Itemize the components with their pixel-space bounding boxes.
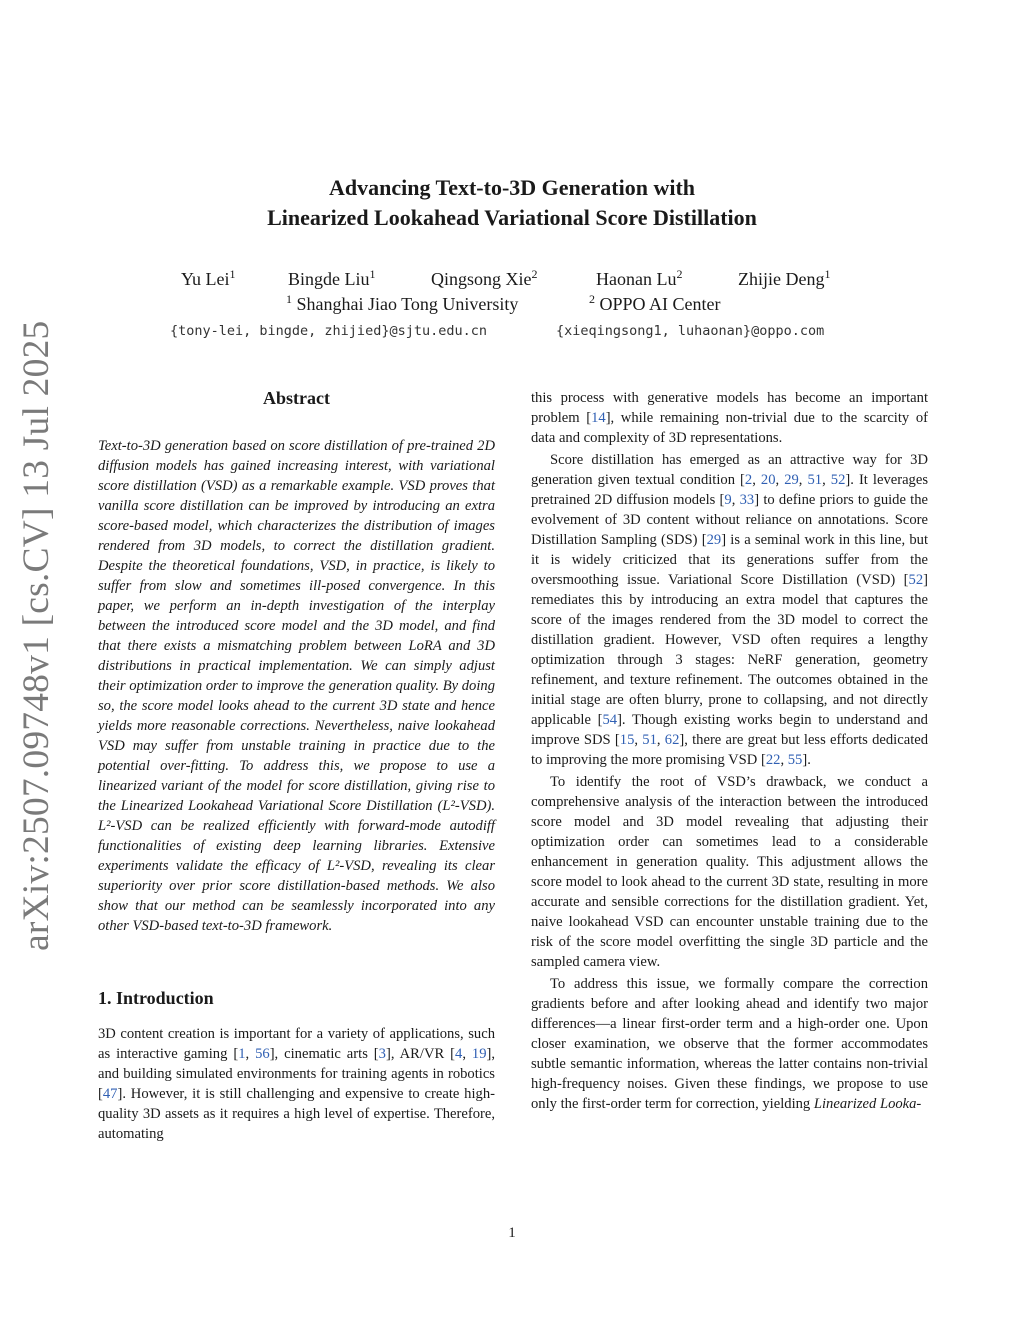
citation-link[interactable]: 1 [238, 1046, 246, 1062]
abstract-heading: Abstract [263, 388, 330, 408]
citation-link[interactable]: 29 [706, 532, 722, 548]
title-line-2: Linearized Lookahead Variational Score Distillation [267, 205, 757, 230]
paper-title [0, 173, 1024, 233]
intro-paragraph: To identify the root of VSD’s drawback, we conduct a comprehensive analysis of the interaction between the introduced score model and 3D model revealing that adjusting their optimization order can sometimes lead to a considerable enhancement in generation quality. This adjustment allows the score model to look ahead to the current 3D state, resulting in more accurate and sensible corrections for the distillation gradient. Yet, naive lookahead VSD can encounter unstable training due to the risk of the score model overfitting the single 3D particle and the sampled camera view. [531, 774, 928, 970]
page-number: 1 [508, 1225, 516, 1241]
author-name: Yu Lei$^1$ [181, 267, 236, 289]
citation-link[interactable]: 52 [908, 572, 924, 588]
citation-link[interactable]: 51 [642, 732, 657, 748]
title-line-1: Advancing Text-to-3D Generation with [328, 175, 696, 200]
citation-link[interactable]: 15 [619, 732, 635, 748]
citation-link[interactable]: 14 [591, 410, 606, 426]
citation-link[interactable]: 9 [724, 492, 732, 508]
citation-link[interactable]: 4 [455, 1046, 463, 1062]
citation-link[interactable]: 47 [102, 1086, 118, 1102]
citation-link[interactable]: 20 [760, 472, 776, 488]
citation-link[interactable]: 33 [739, 492, 755, 508]
citation-link[interactable]: 62 [664, 732, 680, 748]
citation-link[interactable]: 22 [765, 752, 781, 768]
author-name: Qingsong Xie$^2$ [431, 267, 538, 289]
citation-link[interactable]: 19 [471, 1046, 487, 1062]
citation-link[interactable]: 3 [378, 1046, 386, 1062]
citation-link[interactable]: 54 [602, 712, 618, 728]
affiliation: $^2$ OPPO AI Center [589, 292, 721, 314]
affiliation: $^1$ Shanghai Jiao Tong University [286, 292, 519, 314]
affiliation-list [0, 294, 1024, 320]
right-column [531, 388, 928, 1116]
left-column [98, 386, 495, 1146]
section-heading-introduction: 1. Introduction [98, 988, 214, 1008]
citation-link[interactable]: 55 [787, 752, 803, 768]
author-list [0, 269, 1024, 295]
citation-link[interactable]: 2 [744, 472, 753, 488]
author-name: Haonan Lu$^2$ [596, 267, 683, 289]
email-address[interactable]: {xieqingsong1, luhaonan}@oppo.com [556, 323, 825, 339]
citation-link[interactable]: 29 [784, 472, 799, 488]
citation-link[interactable]: 51 [807, 472, 823, 488]
abstract-text: Text-to-3D generation based on score distillation of pre-trained 2D diffusion models has gained increasing interest, with variational score distillation (VSD) as a remarkable example. VSD proves that vanilla score distillation can be improved by introducing an extra score-based model, which characterizes the distribution of images rendered from 3D models, to correct the distillation gradient. Despite the theoretical foundations, VSD, in practice, is likely to suffer from slow and sometimes ill-posed convergence. In this paper, we perform an in-depth investigation of the interplay between the introduced score model and the 3D model, and find that there exists a mismatching problem between LoRA and 3D distributions in practical implementation. We can simply adjust their optimization order to improve the generation quality. By doing so, the score model looks ahead to the current 3D state and hence yields more reasonable corrections. Nevertheless, naive lookahead VSD may suffer from unstable training in practice due to the potential over-fitting. To address this, we propose to use a linearized variant of the model for score distillation, giving rise to the Linearized Lookahead Variational Score Distillation (L²-VSD). L²-VSD can be realized efficiently with forward-mode autodiff functionalities of existing deep learning libraries. Extensive experiments validate the efficacy of L²-VSD, revealing its clear superiority over prior score distillation-based methods. We also show that our method can be seamlessly incorporated into any other VSD-based text-to-3D framework. [98, 438, 495, 934]
author-name: Bingde Liu$^1$ [288, 267, 376, 289]
arxiv-identifier-stamp: arXiv:2507.09748v1 [cs.CV] 13 Jul 2025 [16, 320, 57, 951]
author-name: Zhijie Deng$^1$ [738, 267, 831, 289]
citation-link[interactable]: 52 [830, 472, 846, 488]
citation-link[interactable]: 56 [255, 1046, 270, 1062]
intro-paragraph: this process with generative models has become an important problem [14], while remaining non-trivial due to the scarcity of data and complexity of 3D representations. [531, 390, 928, 446]
intro-paragraph: To address this issue, we formally compare the correction gradients before and after looking ahead and identify two major differences—a linear first-order term and a high-order one. Upon closer examination, we observe that the former accommodates subtle semantic information, whereas the latter contains non-trivial high-frequency noises. Given these findings, we propose to use only the first-order term for correction, yielding Linearized Looka- [531, 976, 928, 1112]
intro-paragraph: 3D content creation is important for a variety of applications, such as interactive gaming [1, 56], cinematic arts [3], AR/VR [4, 19], and building simulated environments for training agents in robotics [47]. However, it is still challenging and expensive to create high-quality 3D assets as it requires a high level of expertise. Therefore, automating [98, 1026, 496, 1142]
intro-paragraph: Score distillation has emerged as an attractive way for 3D generation given textual condition [2, 20, 29, 51, 52]. It leverages pretrained 2D diffusion models [9, 33] to define priors to guide the evolvement of 3D content without reliance on annotations. Score Distillation Sampling (SDS) [29] is a seminal work in this line, but it is widely criticized that its generations suffer from the oversmoothing issue. Variational Score Distillation (VSD) [52] remediates this by introducing an extra model that captures the score of the images rendered from the 3D model to correct the distillation gradient. However, VSD often requires a lengthy optimization through 3 stages: NeRF generation, geometry refinement, and texture refinement. The outcomes obtained in the initial stage are often blurry, prone to collapsing, and not directly applicable [54]. Though existing works begin to understand and improve SDS [15, 51, 62], there are great but less efforts dedicated to improving the more promising VSD [22, 55]. [531, 452, 929, 768]
email-address[interactable]: {tony-lei, bingde, zhijied}@sjtu.edu.cn [170, 323, 487, 339]
